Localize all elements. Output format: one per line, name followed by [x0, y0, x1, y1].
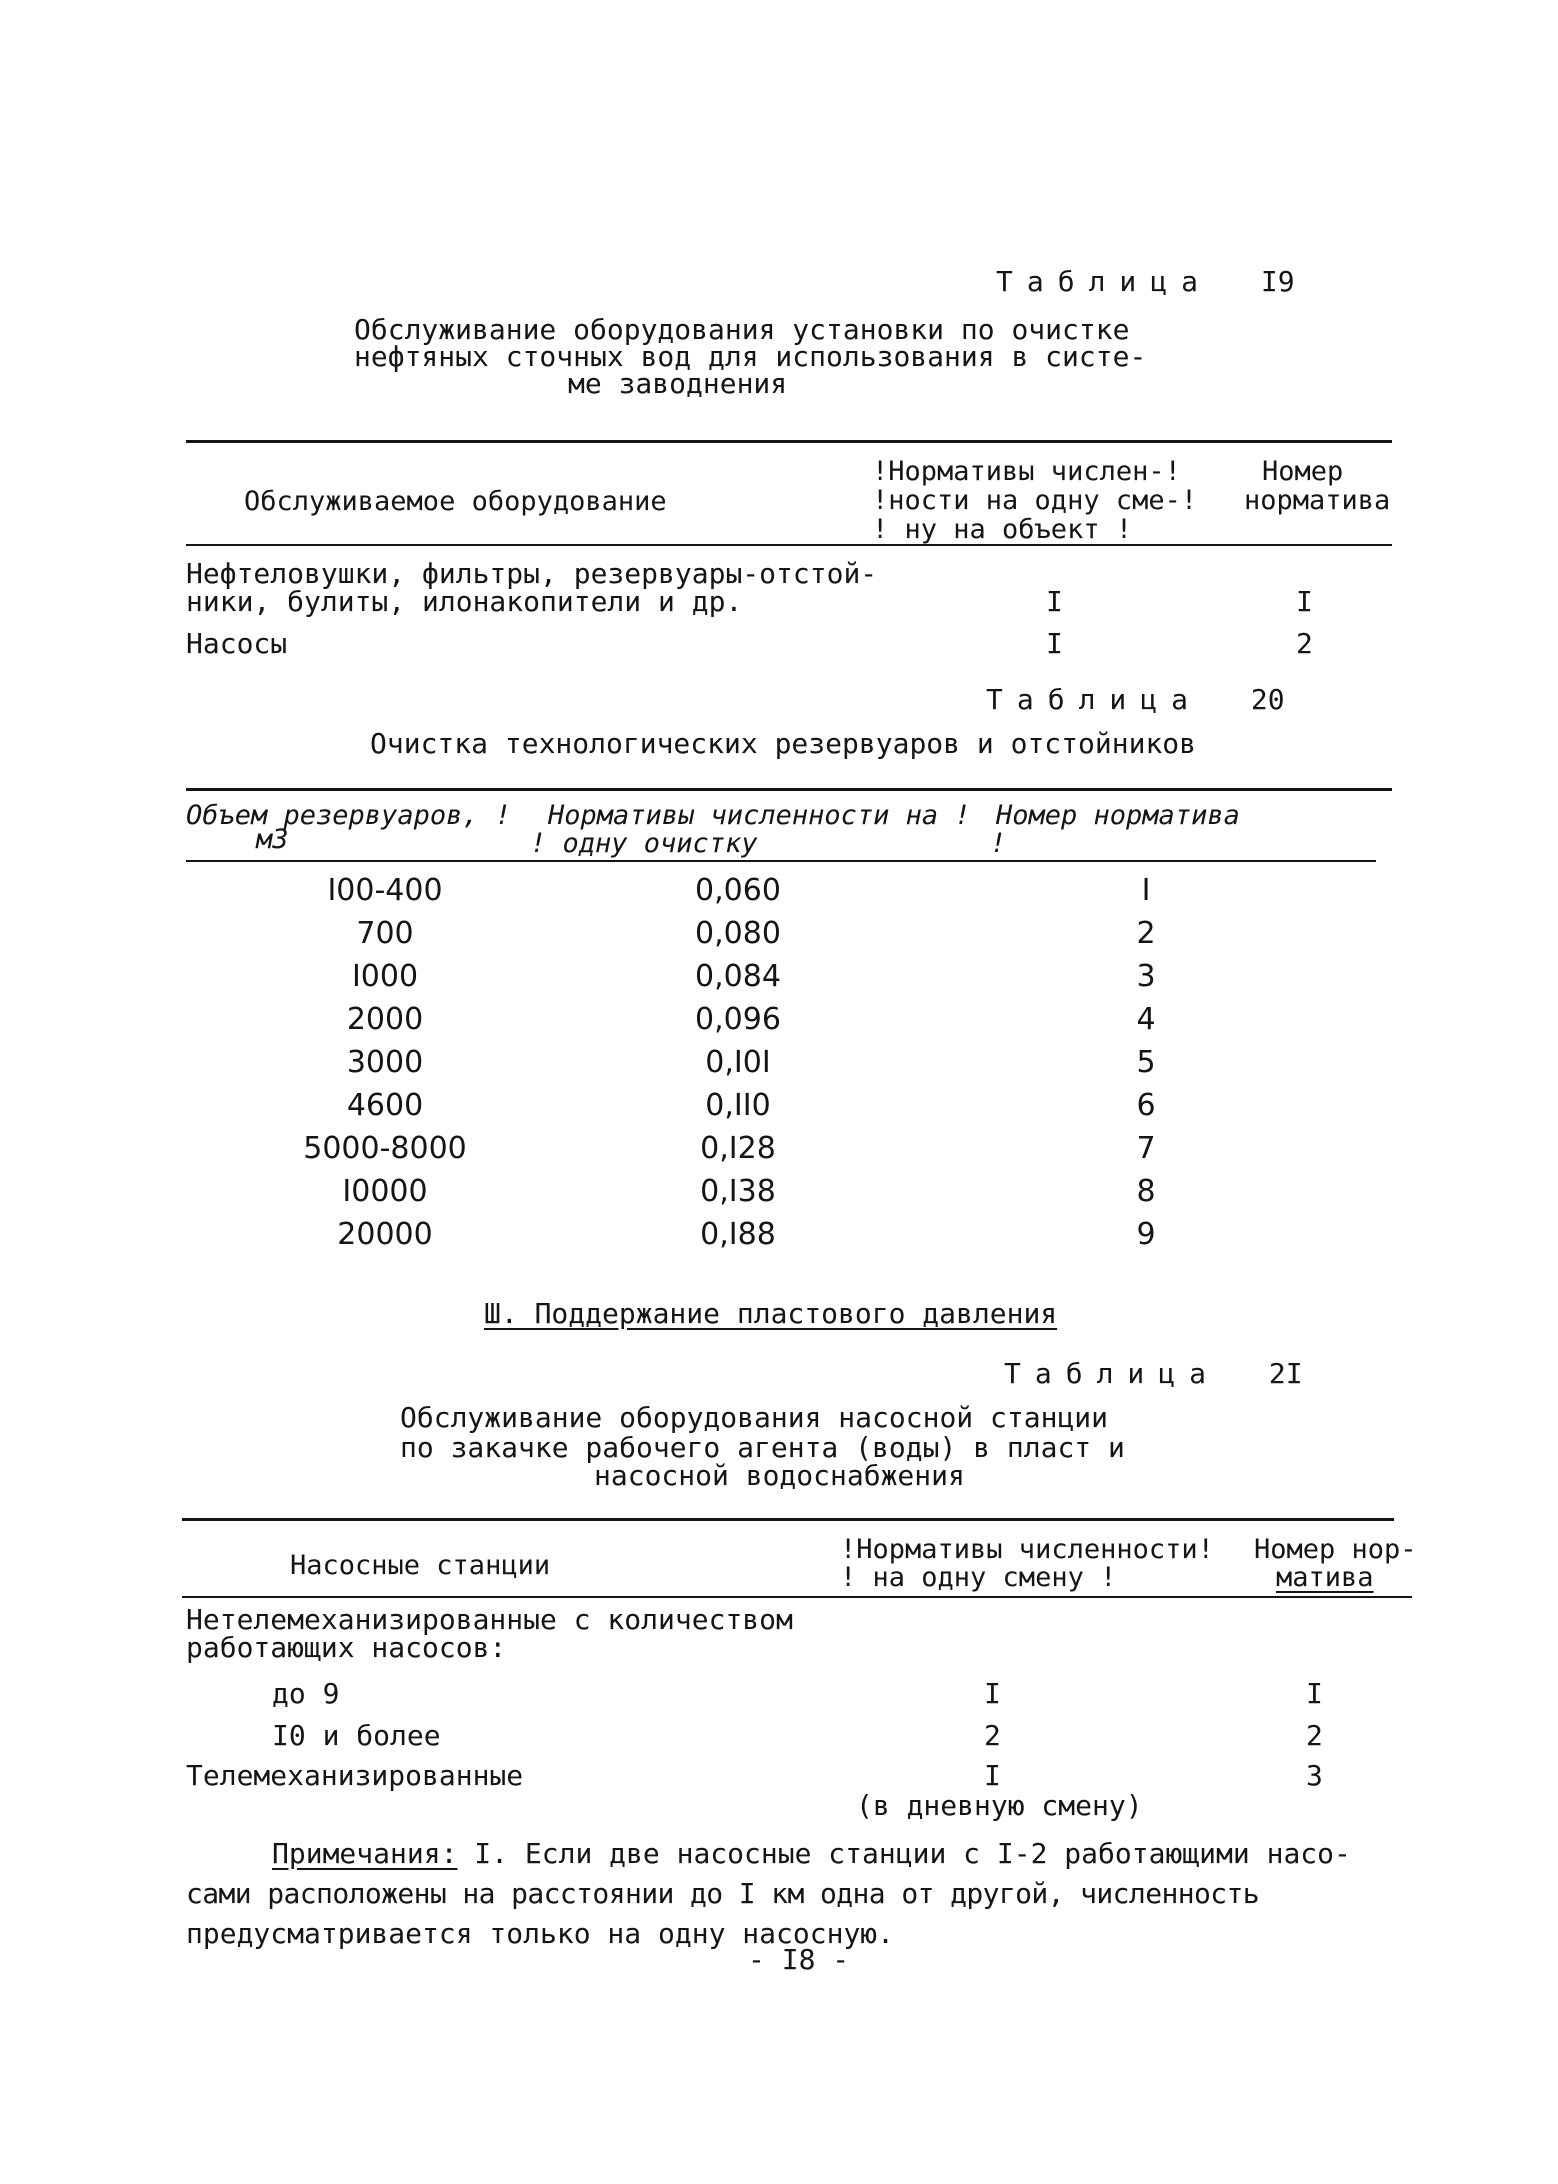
table19-title-line: нефтяных сточных вод для использования в систе-	[354, 340, 1147, 373]
table19-header-rule	[186, 544, 1392, 546]
table20-row-volume: I0000	[342, 1174, 428, 1209]
table21-row-number: I	[1306, 1677, 1323, 1710]
notes-line: предусматривается только на одну насосную.	[186, 1917, 895, 1950]
table20-row-number: 7	[1136, 1131, 1156, 1166]
table19-title-line: ме заводнения	[568, 367, 788, 400]
table19-header-equipment: Обслуживаемое оборудование	[244, 486, 667, 517]
table20-row-number: 5	[1136, 1045, 1156, 1080]
table19-row-label: Насосы	[186, 627, 288, 660]
table20-row-number: I	[1141, 873, 1151, 908]
table20-row-volume: 20000	[337, 1217, 433, 1252]
table19-caption	[996, 265, 1295, 298]
table21-title-line: Обслуживание оборудования насосной станции	[400, 1401, 1109, 1434]
table20-header-norm: Нормативы численности на !	[548, 800, 971, 831]
table20-row-volume: 2000	[346, 1002, 424, 1037]
table20-header-number: Номер норматива	[996, 800, 1240, 831]
table20-row-volume: I00-400	[327, 873, 443, 908]
table20-header-norm: ! одну очистку	[530, 828, 758, 859]
table21-row-number: 2	[1306, 1719, 1323, 1752]
table21-group-label: работающих насосов:	[186, 1631, 507, 1664]
table19-row-number: 2	[1296, 627, 1313, 660]
notes-first-line	[272, 1837, 1351, 1870]
table20-row-volume: 5000-8000	[303, 1131, 467, 1166]
table20-caption-word: Таблица	[986, 683, 1203, 716]
table20-title: Очистка технологических резервуаров и отстойников	[370, 727, 1197, 760]
notes-line: I. Если две насосные станции с I-2 работающими насо-	[474, 1837, 1351, 1870]
table21-title-line: по закачке рабочего агента (воды) в пласт и	[400, 1431, 1125, 1464]
table21-row-number: 3	[1306, 1759, 1323, 1792]
table19-header-norm: ! ну на объект !	[872, 514, 1133, 545]
table21-header-number: матива	[1276, 1562, 1374, 1593]
table20-row-norm: 0,II0	[705, 1088, 771, 1123]
table21-header-norm: !Нормативы численности!	[840, 1534, 1214, 1565]
table20-row-norm: 0,I88	[700, 1217, 776, 1252]
table19-header-norm: !Нормативы числен-!	[872, 456, 1181, 487]
table21-row-norm: 2	[984, 1719, 1001, 1752]
table21-group-label: Нетелемеханизированные с количеством	[186, 1603, 793, 1636]
table21-caption-word: Таблица	[1004, 1357, 1221, 1390]
table21-caption	[1004, 1357, 1303, 1390]
table21-header-station: Насосные станции	[290, 1550, 551, 1581]
table21-caption-num: 2I	[1268, 1357, 1303, 1390]
table20-row-volume: I000	[351, 959, 419, 994]
table19-row-label: Нефтеловушки, фильтры, резервуары-отстой-	[186, 557, 878, 590]
table20-row-norm: 0,096	[695, 1002, 781, 1037]
table20-row-number: 2	[1136, 916, 1156, 951]
table21-header-number: Номер нор-	[1254, 1534, 1417, 1565]
table20-top-rule	[186, 788, 1392, 791]
table19-header-norm: !ности на одну сме-!	[872, 485, 1198, 516]
table19-row-norm: I	[1046, 585, 1063, 618]
table19-caption-word: Таблица	[996, 265, 1213, 298]
table21-row-note: (в дневную смену)	[856, 1789, 1143, 1822]
table19-row-label: ники, булиты, илонакопители и др.	[186, 585, 743, 618]
table20-header-volume: Объем резервуаров, !	[186, 800, 512, 831]
table19-row-norm: I	[1046, 627, 1063, 660]
table20-row-norm: 0,084	[695, 959, 781, 994]
table20-row-norm: 0,I28	[700, 1131, 776, 1166]
table21-row-norm: I	[984, 1677, 1001, 1710]
table20-row-volume: 3000	[346, 1045, 424, 1080]
table20-row-norm: 0,I38	[700, 1174, 776, 1209]
table21-top-rule	[182, 1518, 1394, 1521]
table20-row-number: 9	[1136, 1217, 1156, 1252]
section-heading: Ш. Поддержание пластового давления	[484, 1297, 1058, 1330]
table19-header-number: норматива	[1244, 485, 1391, 516]
table19-top-rule	[186, 440, 1392, 443]
table20-row-norm: 0,060	[695, 873, 781, 908]
notes-label: Примечания:	[272, 1837, 458, 1870]
table21-row-label: I0 и более	[272, 1719, 441, 1752]
table20-row-norm: 0,080	[695, 916, 781, 951]
table20-row-volume: 700	[356, 916, 414, 951]
table20-row-number: 8	[1136, 1174, 1156, 1209]
table20-row-number: 3	[1136, 959, 1156, 994]
table20-caption	[986, 683, 1285, 716]
table20-row-number: 4	[1136, 1002, 1156, 1037]
table21-row-norm: I	[984, 1759, 1001, 1792]
table20-caption-num: 20	[1250, 683, 1285, 716]
table20-row-volume: 4600	[346, 1088, 424, 1123]
table21-header-norm: ! на одну смену !	[840, 1562, 1117, 1593]
table21-row-label: до 9	[272, 1677, 340, 1710]
table20-header-number: !	[990, 828, 1007, 859]
table21-title-line: насосной водоснабжения	[594, 1459, 965, 1492]
table19-caption-num: I9	[1260, 265, 1295, 298]
page-number: - I8 -	[748, 1943, 850, 1976]
table19-title-line: Обслуживание оборудования установки по очистке	[354, 313, 1130, 346]
table20-row-number: 6	[1136, 1088, 1156, 1123]
notes-line: сами расположены на расстоянии до I км одна от другой, численность	[186, 1877, 1259, 1910]
table19-row-number: I	[1296, 585, 1313, 618]
table20-header-rule	[186, 860, 1376, 862]
table20-header-volume-unit: м3	[256, 824, 289, 855]
table20-row-norm: 0,I0I	[705, 1045, 771, 1080]
table19-header-number: Номер	[1262, 456, 1344, 487]
table21-row-label: Телемеханизированные	[186, 1759, 524, 1792]
table21-header-rule	[182, 1596, 1412, 1598]
